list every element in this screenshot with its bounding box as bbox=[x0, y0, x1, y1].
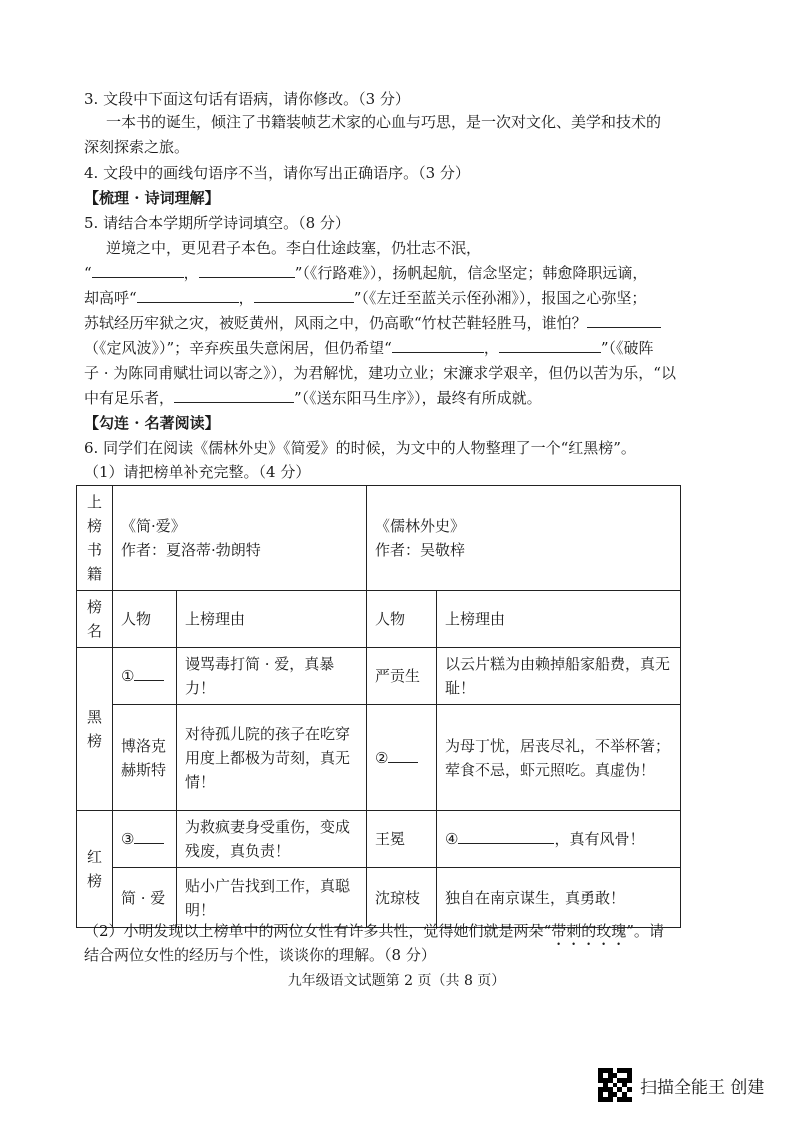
emphasis-phrase: 带刺的玫瑰 bbox=[551, 922, 627, 940]
col-reason: 上榜理由 bbox=[437, 591, 681, 648]
label-char: 籍 bbox=[86, 565, 102, 583]
label-char: 上 bbox=[86, 493, 102, 511]
header-label-name bbox=[77, 591, 113, 648]
label-char: 榜 bbox=[86, 872, 102, 890]
book-cell-jane-eyre bbox=[113, 486, 367, 591]
blank-5[interactable] bbox=[587, 313, 661, 328]
comma: ， bbox=[238, 289, 254, 307]
q3-title: 3. 文段中下面这句话有语病，请你修改。（3 分） bbox=[84, 90, 410, 108]
person-cell: 沈琼枝 bbox=[367, 868, 437, 928]
table-row bbox=[77, 705, 681, 811]
book-title: 《简·爱》 bbox=[121, 517, 186, 535]
q5-line1: 逆境之中，更见君子本色。李白仕途歧塞，仍壮志不泯， bbox=[106, 239, 482, 257]
q6-sub2-tail: ”。请 bbox=[626, 922, 664, 940]
reason-cell[interactable] bbox=[437, 811, 681, 868]
q5-line2-tail: ”（《行路难》），扬帆起航，信念坚定；韩愈降职远谪， bbox=[294, 264, 648, 282]
label-char: 红 bbox=[86, 848, 102, 866]
book-title: 《儒林外史》 bbox=[375, 517, 466, 535]
q3-sentence-line2: 深刻探索之旅。 bbox=[84, 138, 190, 156]
q5-line5 bbox=[84, 337, 654, 359]
person-cell: 王冕 bbox=[367, 811, 437, 868]
person-cell: 博洛克赫斯特 bbox=[113, 705, 177, 811]
q5-line5-head: （《定风波》）”；辛弃疾虽失意闲居，但仍希望“ bbox=[84, 339, 392, 357]
blank-2[interactable] bbox=[199, 263, 295, 278]
book-author: 作者：吴敬梓 bbox=[375, 541, 466, 559]
black-list-label bbox=[77, 648, 113, 811]
q5-title: 5. 请结合本学期所学诗词填空。（8 分） bbox=[84, 214, 350, 232]
label-char: 书 bbox=[86, 541, 102, 559]
q5-line7 bbox=[84, 387, 542, 409]
table-row bbox=[77, 648, 681, 705]
qr-code-icon bbox=[598, 1068, 632, 1102]
q5-line5-tail: ”（《破阵 bbox=[600, 339, 654, 357]
scanner-text: 扫描全能王 创建 bbox=[640, 1077, 765, 1098]
blank-marker: ④ bbox=[445, 830, 459, 848]
blank-answer-1[interactable] bbox=[134, 666, 164, 681]
person-cell: 严贡生 bbox=[367, 648, 437, 705]
q5-line6: 子 · 为陈同甫赋壮词以寄之》），为君解忧，建功立业；宋濂求学艰辛，但仍以苦为乐，“以 bbox=[84, 364, 676, 382]
reason-cell: 对待孤儿院的孩子在吃穿用度上都极为苛刻，真无情！ bbox=[177, 705, 367, 811]
reason-tail: ，真有风骨！ bbox=[554, 830, 645, 848]
q4-title: 4. 文段中的画线句语序不当，请你写出正确语序。（3 分） bbox=[84, 164, 470, 182]
blank-3[interactable] bbox=[137, 288, 239, 303]
reason-cell: 以云片糕为由赖掉船家船费，真无耻！ bbox=[437, 648, 681, 705]
q5-line2 bbox=[84, 262, 647, 284]
q6-sub2-line2: 结合两位女性的经历与个性，谈谈你的理解。（8 分） bbox=[84, 946, 436, 964]
label-char: 名 bbox=[86, 622, 102, 640]
table-row bbox=[77, 486, 681, 591]
reason-cell: 独自在南京谋生，真勇敢！ bbox=[437, 868, 681, 928]
table-row bbox=[77, 811, 681, 868]
header-label-books bbox=[77, 486, 113, 591]
q6-sub1: （1）请把榜单补充完整。（4 分） bbox=[84, 463, 311, 481]
label-char: 榜 bbox=[86, 598, 102, 616]
q3-sentence-line1: 一本书的诞生，倾注了书籍装帧艺术家的心血与巧思，是一次对文化、美学和技术的 bbox=[106, 113, 662, 131]
col-person: 人物 bbox=[367, 591, 437, 648]
q6-sub2-head: （2）小明发现以上榜单中的两位女性有许多共性，觉得她们就是两朵“ bbox=[84, 922, 552, 940]
red-list-label bbox=[77, 811, 113, 928]
q5-line3-head: 却高呼“ bbox=[84, 289, 137, 307]
blank-answer-4[interactable] bbox=[458, 829, 554, 844]
q5-line3-tail: ”（《左迁至蓝关示侄孙湘》），报国之心弥坚； bbox=[353, 289, 647, 307]
book-author: 作者：夏洛蒂·勃朗特 bbox=[121, 541, 261, 559]
reason-cell: 谩骂毒打简 · 爱，真暴力！ bbox=[177, 648, 367, 705]
q6-title: 6. 同学们在阅读《儒林外史》《简爱》的时候，为文中的人物整理了一个“红黑榜”。 bbox=[84, 439, 636, 457]
blank-7[interactable] bbox=[499, 338, 601, 353]
q5-line4 bbox=[84, 312, 661, 334]
col-reason: 上榜理由 bbox=[177, 591, 367, 648]
blank-answer-2[interactable] bbox=[388, 748, 418, 763]
book-cell-rulin bbox=[367, 486, 681, 591]
blank-marker: ② bbox=[375, 748, 389, 767]
comma: ， bbox=[483, 339, 499, 357]
quote-open: “ bbox=[84, 264, 92, 282]
table-row bbox=[77, 868, 681, 928]
blank-4[interactable] bbox=[254, 288, 354, 303]
q5-line4-text: 苏轼经历牢狱之灾，被贬黄州，风雨之中，仍高歌“竹杖芒鞋轻胜马，谁怕？ bbox=[84, 314, 587, 332]
person-cell: 简 · 爱 bbox=[113, 868, 177, 928]
scanner-watermark bbox=[598, 1068, 764, 1102]
blank-marker: ③ bbox=[121, 830, 135, 848]
section-poetry-heading: 【梳理 · 诗词理解】 bbox=[84, 189, 220, 207]
red-black-list-table bbox=[76, 485, 681, 928]
blank-marker: ① bbox=[121, 667, 135, 685]
reason-cell: 贴小广告找到工作，真聪明！ bbox=[177, 868, 367, 928]
person-cell[interactable] bbox=[113, 811, 177, 868]
label-char: 黑 bbox=[86, 708, 102, 726]
blank-8[interactable] bbox=[174, 388, 294, 403]
q5-line3 bbox=[84, 287, 646, 309]
label-char: 榜 bbox=[86, 732, 102, 750]
page-footer: 九年级语文试题第 2 页（共 8 页） bbox=[287, 973, 506, 989]
person-cell[interactable] bbox=[367, 705, 437, 811]
section-classics-heading: 【勾连 · 名著阅读】 bbox=[84, 414, 220, 432]
label-char: 榜 bbox=[86, 517, 102, 535]
blank-6[interactable] bbox=[392, 338, 484, 353]
q5-line7-tail: ”（《送东阳马生序》），最终有所成就。 bbox=[294, 389, 542, 407]
blank-answer-3[interactable] bbox=[134, 829, 164, 844]
comma: ， bbox=[183, 264, 199, 282]
q5-line7-head: 中有足乐者， bbox=[84, 389, 175, 407]
reason-cell: 为母丁忧，居丧尽礼，不举杯箸；荤食不忌，虾元照吃。真虚伪！ bbox=[437, 705, 681, 811]
table-row bbox=[77, 591, 681, 648]
person-cell[interactable] bbox=[113, 648, 177, 705]
blank-1[interactable] bbox=[92, 263, 184, 278]
col-person: 人物 bbox=[113, 591, 177, 648]
reason-cell: 为救疯妻身受重伤，变成残废，真负责！ bbox=[177, 811, 367, 868]
